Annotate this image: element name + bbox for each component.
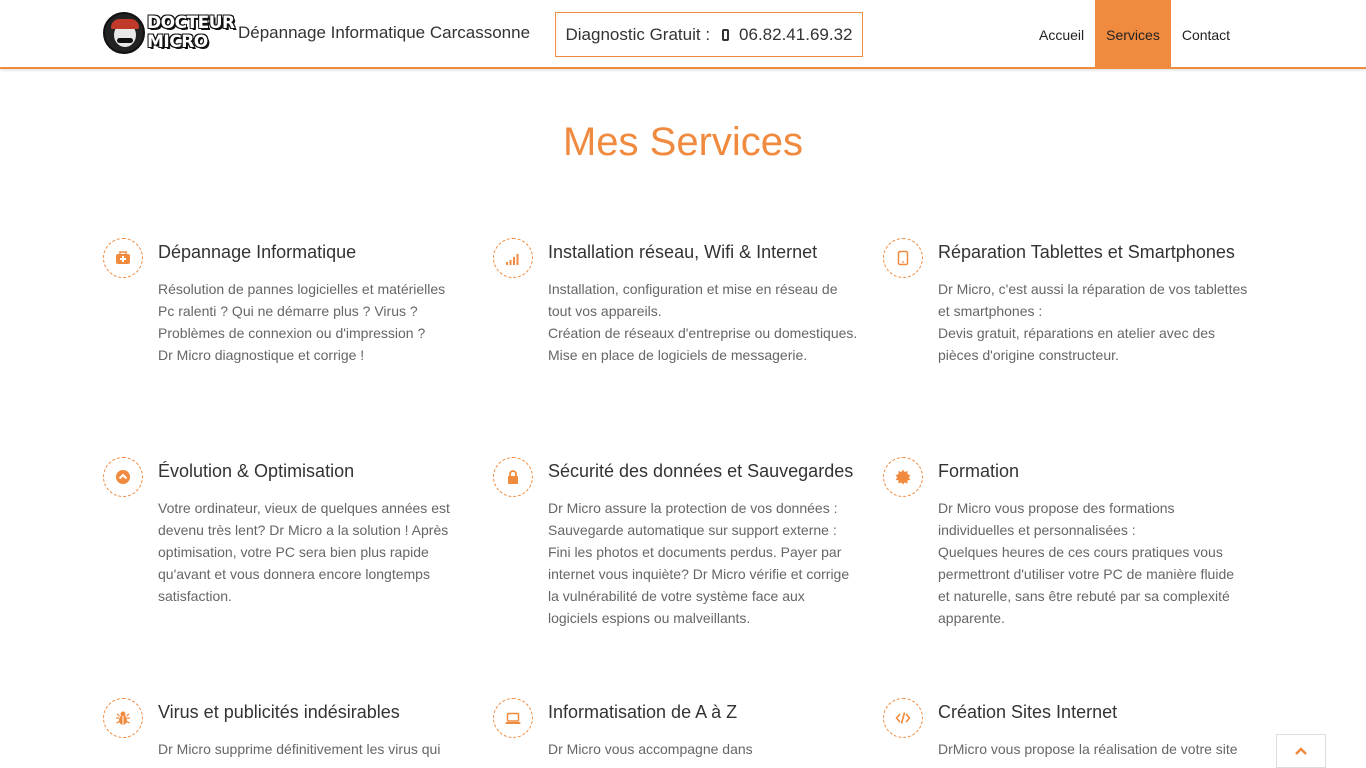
navbar: [0, 0, 1366, 69]
logo-text: [147, 13, 235, 52]
service-description: [938, 497, 1248, 629]
diagnostic-phone-number: 06.82.41.69.32: [739, 24, 853, 44]
service-description: [548, 278, 858, 366]
logo-line-2: MICRO: [147, 32, 208, 52]
service-description: [158, 497, 468, 607]
service-title: Sécurité des données et Sauvegardes: [548, 461, 854, 481]
service-line: Résolution de pannes logicielles et matérielles: [158, 281, 446, 297]
section-title: Mes Services: [562, 120, 804, 164]
service-line: Mise en place de logiciels de messagerie.: [548, 347, 808, 363]
diagnostic-phone-box[interactable]: [555, 12, 863, 57]
service-line: Dr Micro vous accompagne dans: [548, 741, 753, 757]
service-line: Installation, configuration et mise en réseau de tout vos appareils.: [548, 281, 838, 319]
doctor-mascot-icon: [103, 12, 145, 54]
diagnostic-label: Diagnostic Gratuit :: [565, 24, 711, 44]
signal-icon: [493, 238, 533, 278]
brand-title: Dépannage Informatique Carcassonne: [238, 23, 531, 42]
logo-line-1: DOCTEUR: [147, 13, 235, 33]
nav-item-accueil[interactable]: Accueil: [1039, 26, 1085, 43]
service-line: Dr Micro assure la protection de vos données :: [548, 500, 838, 516]
main-nav: [1028, 0, 1241, 69]
nav-item-services[interactable]: Services: [1095, 0, 1171, 69]
nav-item-contact[interactable]: Contact: [1181, 26, 1231, 43]
service-line: Problèmes de connexion ou d'impression ?: [158, 325, 426, 341]
mobile-phone-icon: [722, 29, 729, 41]
service-description: [938, 278, 1248, 366]
tablet-icon: [883, 238, 923, 278]
bug-icon: [103, 698, 143, 738]
service-description: [158, 278, 468, 366]
logo[interactable]: [103, 12, 235, 54]
service-description: [548, 497, 858, 629]
service-line: Votre ordinateur, vieux de quelques années est devenu très lent? Dr Micro a la solution ! Après optimisation, votre PC sera bien plus rapide qu'avant et vous donnera encore longtemps satisfaction.: [158, 500, 450, 604]
service-title: Formation: [938, 461, 1020, 481]
service-description: [158, 738, 468, 760]
lock-icon: [493, 457, 533, 497]
service-line: Dr Micro, c'est aussi la réparation de vos tablettes et smartphones :: [938, 281, 1248, 319]
scroll-to-top-button[interactable]: [1276, 734, 1326, 768]
certificate-icon: [883, 457, 923, 497]
service-line: Quelques heures de ces cours pratiques vous permettront d'utiliser votre PC de manière fluide et naturelle, sans être rebuté par sa complexité apparente.: [938, 544, 1235, 626]
medkit-icon: [103, 238, 143, 278]
service-line: DrMicro vous propose la réalisation de votre site: [938, 741, 1238, 757]
service-line: Fini les photos et documents perdus. Payer par internet vous inquiète? Dr Micro vérifie et corrige la vulnérabilité de votre système face aux logiciels espions ou malveillants.: [548, 544, 850, 626]
service-line: Dr Micro supprime définitivement les virus qui: [158, 741, 441, 757]
service-title: Évolution & Optimisation: [158, 461, 355, 481]
service-title: Création Sites Internet: [938, 702, 1118, 722]
service-line: Dr Micro vous propose des formations individuelles et personnalisées :: [938, 500, 1175, 538]
service-title: Réparation Tablettes et Smartphones: [938, 242, 1235, 262]
service-title: Virus et publicités indésirables: [158, 702, 400, 722]
service-line: Pc ralenti ? Qui ne démarre plus ? Virus ?: [158, 303, 418, 319]
service-description: [548, 738, 858, 760]
service-line: Sauvegarde automatique sur support externe :: [548, 522, 837, 538]
service-title: Dépannage Informatique: [158, 242, 357, 262]
laptop-icon: [493, 698, 533, 738]
service-line: Devis gratuit, réparations en atelier avec des pièces d'origine constructeur.: [938, 325, 1216, 363]
code-icon: [883, 698, 923, 738]
chevron-circle-up-icon: [103, 457, 143, 497]
service-title: Installation réseau, Wifi & Internet: [548, 242, 818, 262]
service-line: Création de réseaux d'entreprise ou domestiques.: [548, 325, 858, 341]
service-description: [938, 738, 1248, 760]
service-title: Informatisation de A à Z: [548, 702, 738, 722]
service-line: Dr Micro diagnostique et corrige !: [158, 347, 365, 363]
chevron-up-icon: [1294, 746, 1308, 756]
